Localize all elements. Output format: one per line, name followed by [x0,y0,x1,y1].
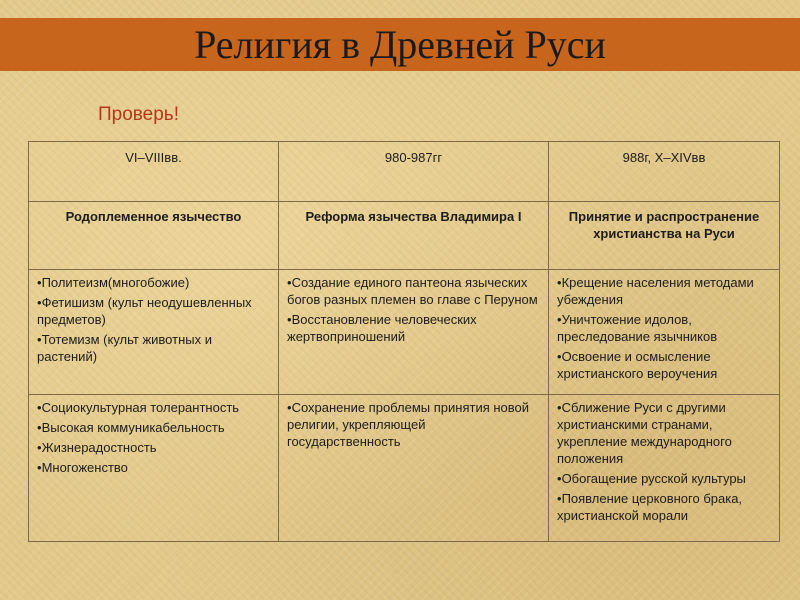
list-item: • Сближение Руси с другими христианскими странами, укрепление международного положения [557,399,771,467]
list-item: • Тотемизм (культ животных и растений) [37,331,270,365]
results-list [287,399,540,450]
list-item: • Политеизм(многобожие) [37,274,270,291]
header-cell: Принятие и распространение христианства на Руси [549,202,780,270]
list-item: • Уничтожение идолов, преследование язычников [557,311,771,345]
list-item: • Создание единого пантеона языческих богов разных племен во главе с Перуном [287,274,540,308]
period-cell: 988г, X–XIVвв [549,142,780,202]
religion-table [28,141,780,542]
features-list [287,274,540,345]
list-item: • Фетишизм (культ неодушевленных предметов) [37,294,270,328]
slide-title: Религия в Древней Руси [194,22,606,67]
check-label: Проверь! [98,104,179,125]
list-item: • Многоженство [37,459,270,476]
features-cell [549,270,780,395]
list-item: • Обогащение русской культуры [557,470,771,487]
list-item: • Сохранение проблемы принятия новой религии, укрепляющей государственность [287,399,540,450]
period-row [29,142,780,202]
list-item: • Восстановление человеческих жертвоприношений [287,311,540,345]
results-cell [279,395,549,542]
features-cell [29,270,279,395]
header-cell: Родоплеменное язычество [29,202,279,270]
features-list [37,274,270,365]
header-cell: Реформа язычества Владимира I [279,202,549,270]
results-list [37,399,270,476]
features-cell [279,270,549,395]
period-cell: 980-987гг [279,142,549,202]
results-cell [29,395,279,542]
results-cell [549,395,780,542]
features-list [557,274,771,382]
title-bar [0,18,800,71]
list-item: • Жизнерадостность [37,439,270,456]
period-cell: VI–VIIIвв. [29,142,279,202]
list-item: • Социокультурная толерантность [37,399,270,416]
features-row [29,270,780,395]
list-item: • Крещение населения методами убеждения [557,274,771,308]
results-row [29,395,780,542]
header-row [29,202,780,270]
list-item: • Высокая коммуникабельность [37,419,270,436]
list-item: • Освоение и осмысление христианского вероучения [557,348,771,382]
list-item: • Появление церковного брака, христианской морали [557,490,771,524]
results-list [557,399,771,524]
